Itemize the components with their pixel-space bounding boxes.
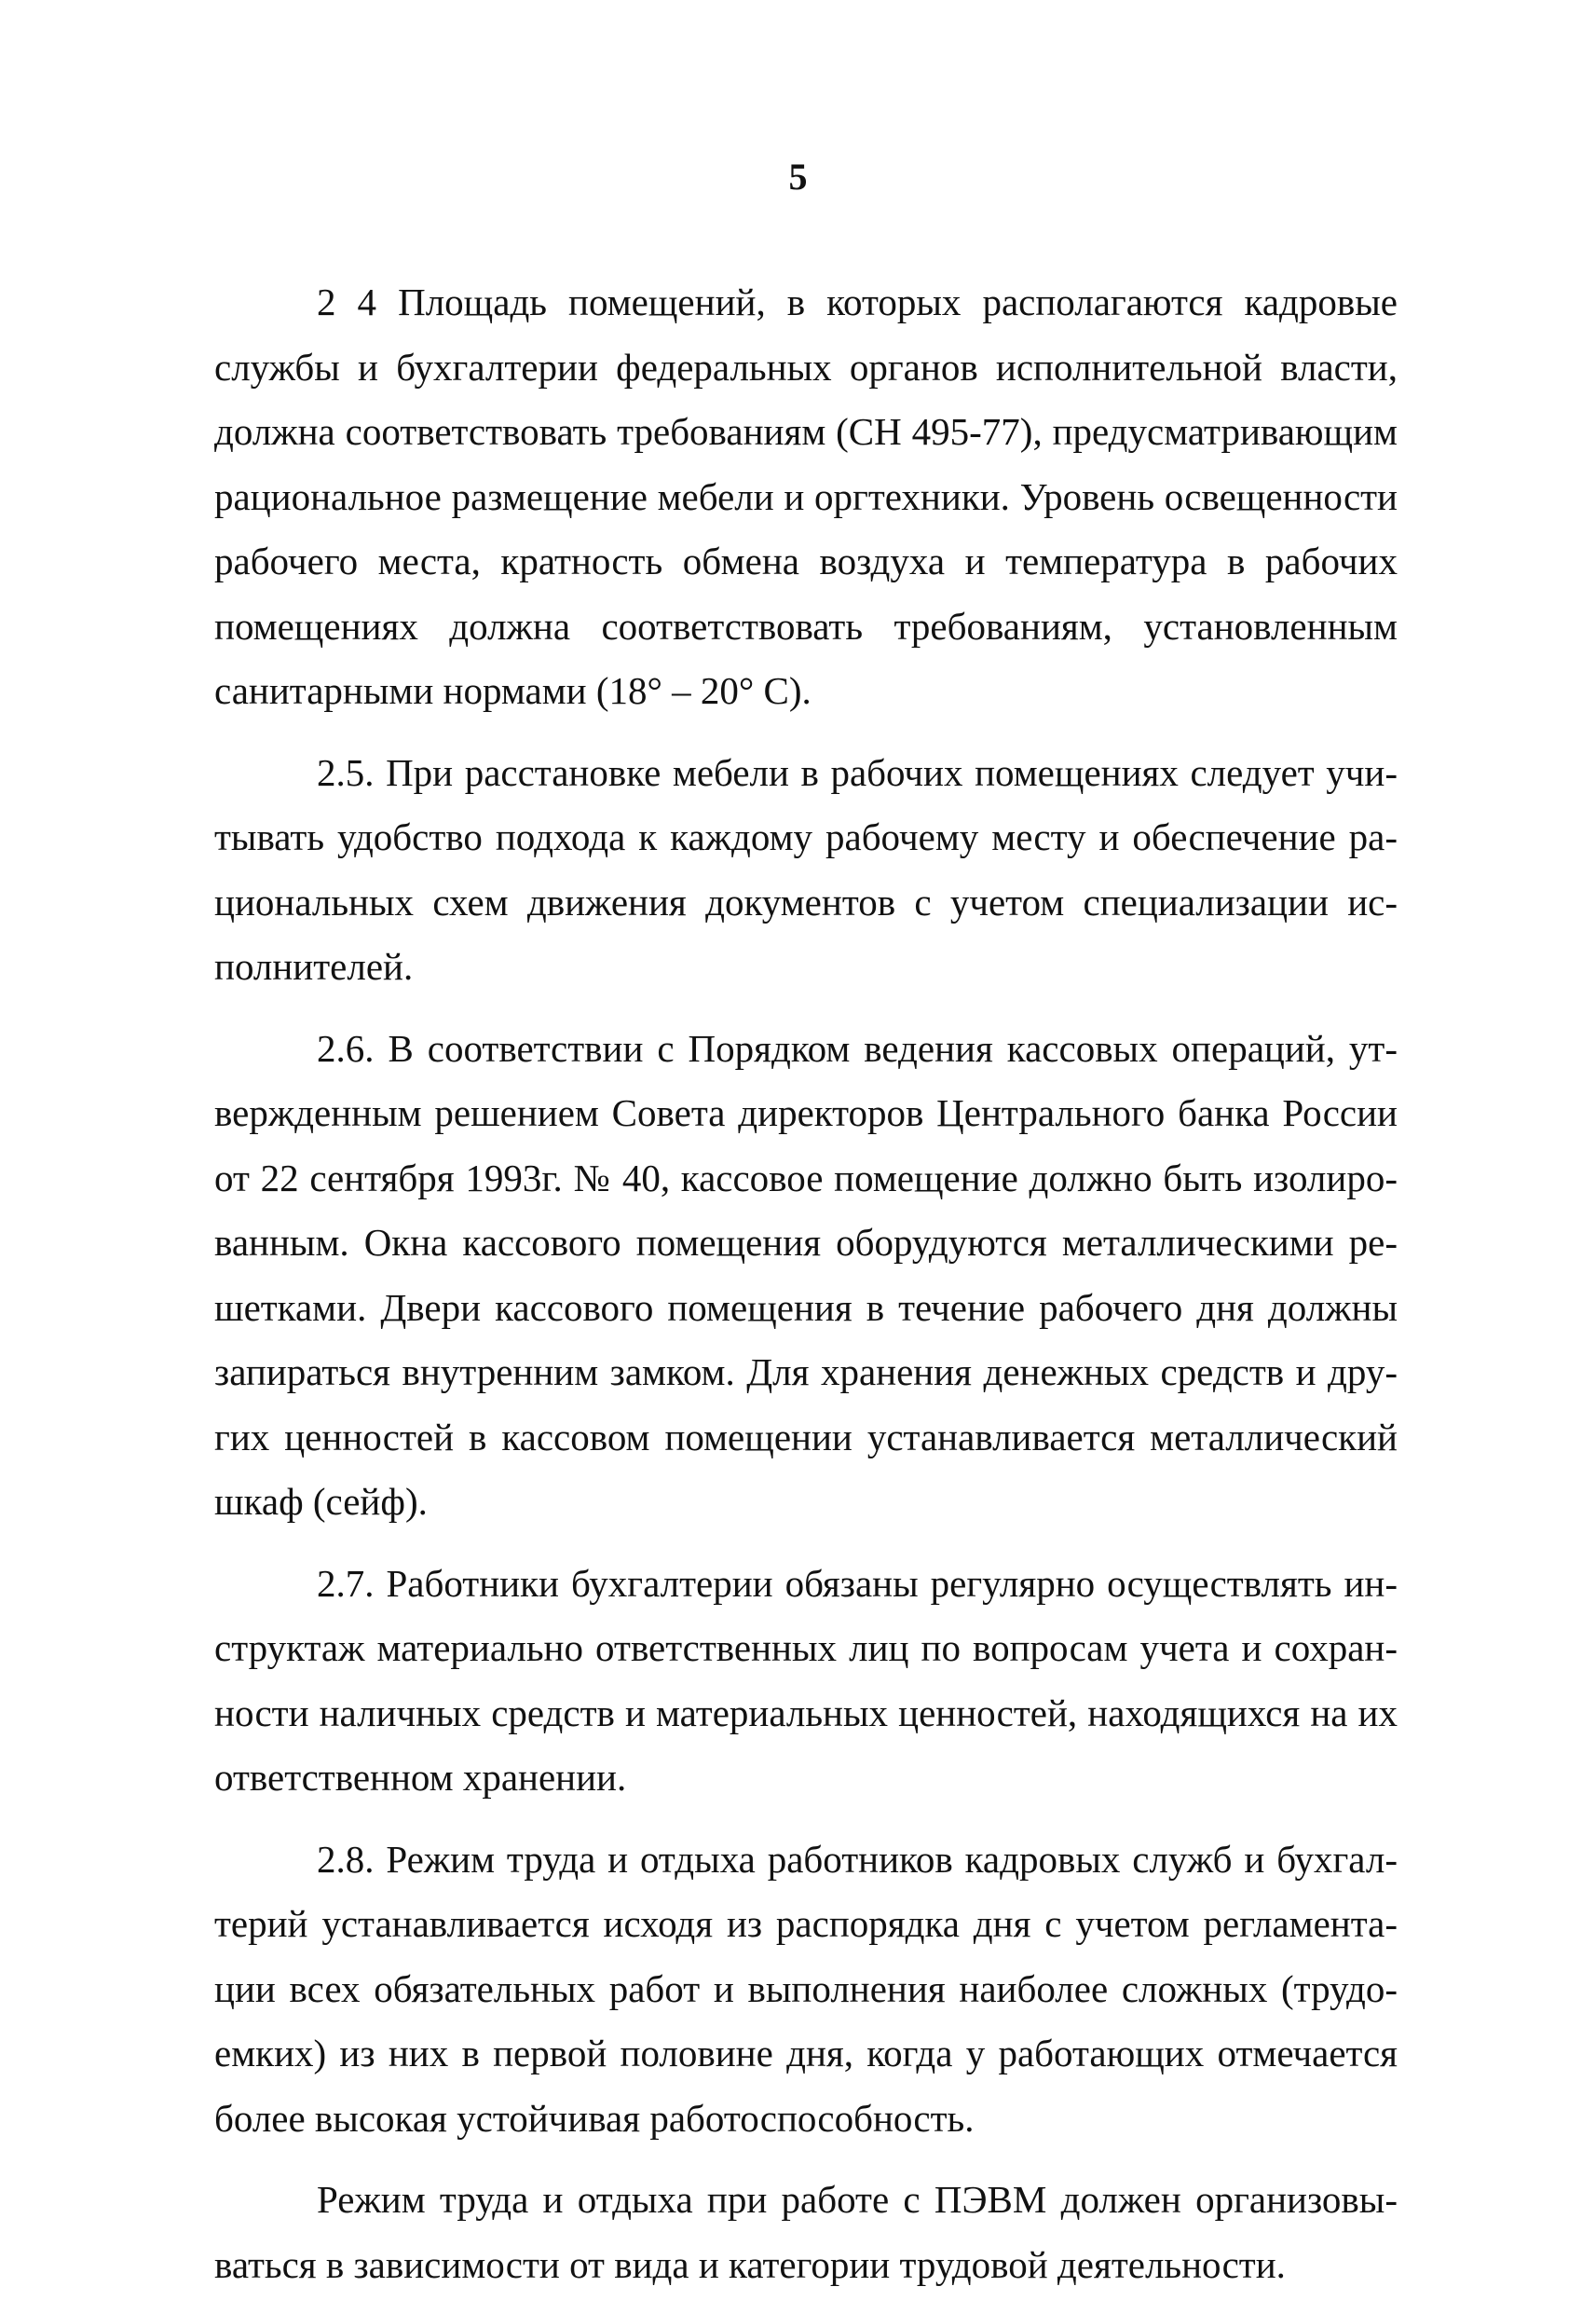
paragraph-2-7: 2.7. Работники бухгалтерии обязаны регулярно осуществлять инструктаж материально ответственных лиц по вопросам учета и сохранности наличных средств и материальных ценностей, находящихся на их ответственном хранении.	[214, 1561, 1398, 1799]
paragraph-pevm-regime: Режим труда и отдыха при работе с ПЭВМ должен организовываться в зависимости от вида и категории трудовой деятельности.	[214, 2178, 1398, 2286]
paragraph-2-5: 2.5. При расстановке мебели в рабочих помещениях следует учитывать удобство подхода к каждому рабочему месту и обеспечение рациональных схем движения документов с учетом специализации исполнителей.	[214, 750, 1398, 988]
paragraph-2-4: 2 4 Площадь помещений, в которых располагаются кадровые службы и бухгалтерии федеральных органов исполнительной власти, должна соответствовать требованиям (СН 495-77), предусматривающим рациональное размещение мебели и оргтехники. Уровень освещенности рабочего места, кратность обмена воздуха и температура в рабочих помещениях должна соответствовать требованиям, установленным санитарными нормами (18° – 20° С).	[214, 281, 1398, 712]
paragraph-2-6: 2.6. В соответствии с Порядком ведения кассовых операций, утвержденным решением Совета директоров Центрального банка России от 22 сентября 1993г. № 40, кассовое помещение должно быть изолированным. Окна кассового помещения оборудуются металлическими решетками. Двери кассового помещения в течение рабочего дня должны запираться внутренним замком. Для хранения денежных средств и других ценностей в кассовом помещении устанавливается металлический шкаф (сейф).	[214, 1026, 1398, 1523]
paragraph-2-8: 2.8. Режим труда и отдыха работников кадровых служб и бухгалтерий устанавливается исходя из распорядка дня с учетом регламентации всех обязательных работ и выполнения наиболее сложных (трудоемких) из них в первой половине дня, когда у работающих отмечается более высокая устойчивая работоспособность.	[214, 1837, 1398, 2140]
document-body	[214, 270, 1398, 2314]
page-number: 5	[788, 156, 808, 198]
